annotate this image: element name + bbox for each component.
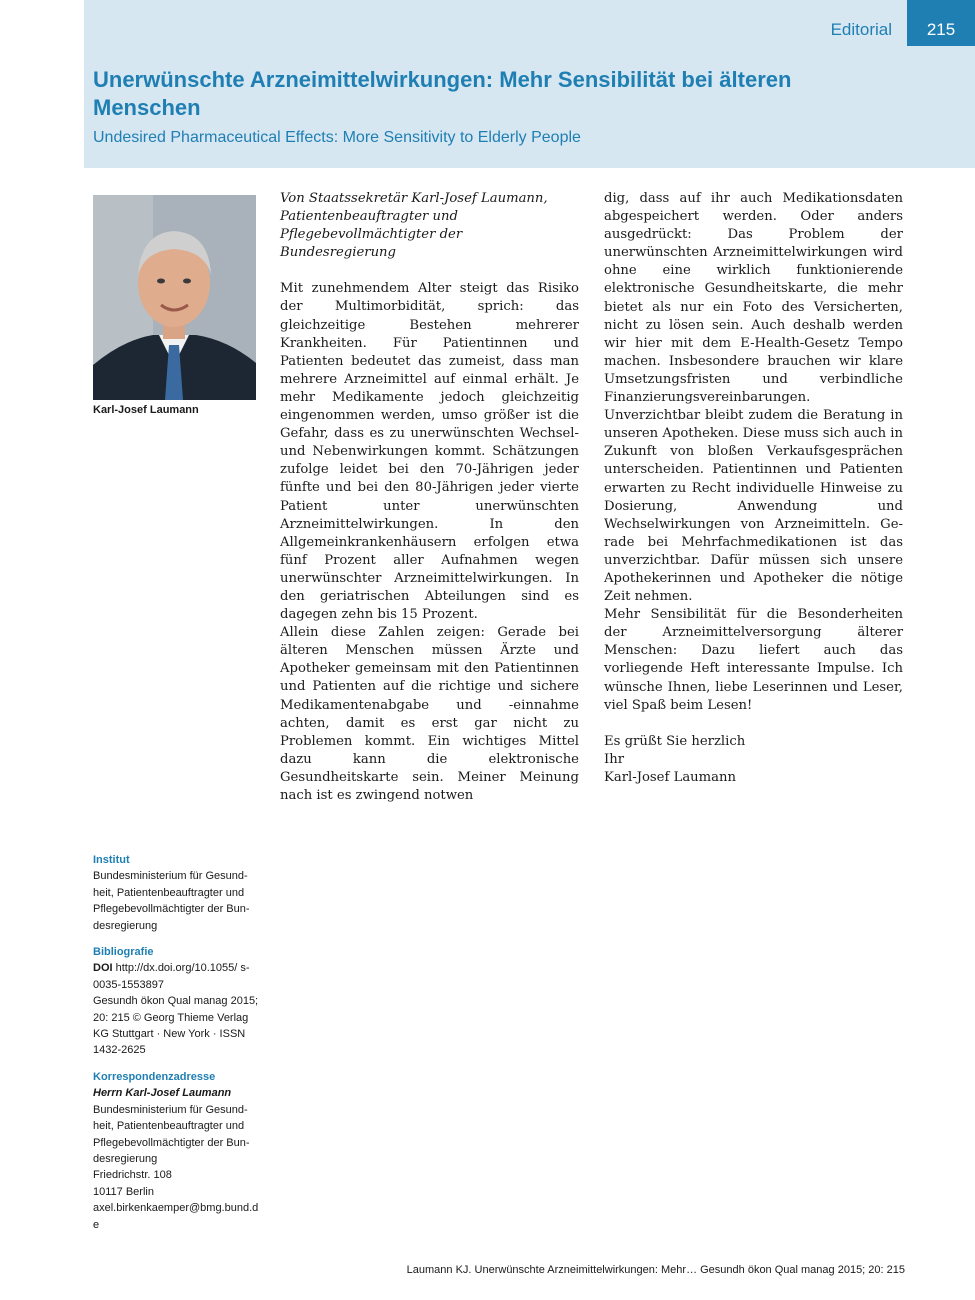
city-address: 10117 Berlin bbox=[93, 1185, 154, 1198]
article-subtitle: Undesired Pharmaceutical Effects: More Sensitivity to Elderly People bbox=[93, 129, 581, 146]
paragraph: Allein diese Zahlen zeigen: Gerade bei älteren Menschen müssen Ärzte und Apotheker gemeinsam mit den Patientinnen und Patienten auf die richtige und sichere Medikamentenabgabe und -einnahme achten, damit es erst gar nicht zu Problemen kommt. Ein wichtiges Mittel dazu kann die elektronische Gesundheitskarte sein. Meiner Meinung nach ist es zwingend notwen bbox=[280, 625, 579, 803]
paragraph: dig, dass auf ihr auch Medikationsdaten abgespeichert werden. Oder anders ausgedrückt: Das Problem der unerwünschten Arzneimittelwirkungen wird ohne eine wirklich funktionierende elektronische Gesundheitskarte, die mehr bietet als nur ein Foto des Versicherten, nicht zu lösen sein. Auch deshalb werden wir hier mit dem E-Health-Gesetz Tempo machen. Insbesondere brauchen wir klare Umsetzungsfristen und verbindliche Finanzierungsvereinbarungen. bbox=[604, 191, 903, 406]
article-column-1 bbox=[280, 190, 579, 805]
korrespondenz-org: Bundesministerium für Gesundheit, Patientenbeauftragter und Pflegebevollmächtigter der Bundesregierung bbox=[93, 1103, 250, 1165]
author-line: Von Staatssekretär Karl-Josef Laumann, Patientenbeauftragter und Pflegebevollmächtigter der Bundesregierung bbox=[280, 191, 548, 261]
paragraph: Unverzichtbar bleibt zudem die Beratung in unseren Apotheken. Diese muss sich auch in Zukunft von bloßen Verkaufsgesprächen unterscheiden. Patientinnen und Patienten erwarten zu Recht individuelle Hinweise zu Dosierung, Anwendung und Wechselwirkungen von Arzneimitteln. Gerade bei Mehrfachmedikationen ist das unverzichtbar. Dafür müssen sich unsere Apothekerinnen und Apotheker die nötige Zeit nehmen. bbox=[604, 408, 903, 605]
email-link[interactable]: axel.birkenkaemper@bmg.bund.de bbox=[93, 1202, 259, 1231]
section-label: Editorial bbox=[830, 20, 892, 39]
page-footer: Laumann KJ. Unerwünschte Arzneimittelwirkungen: Mehr… Gesundh ökon Qual manag 2015; 20: 215 bbox=[406, 1264, 905, 1276]
doi-label: DOI bbox=[93, 962, 113, 975]
citation-text: Gesundh ökon Qual manag 2015; 20: 215 © Georg Thieme Verlag KG Stuttgart · New York · ISSN 1432-2625 bbox=[93, 995, 259, 1057]
bibliografie-heading: Bibliografie bbox=[93, 946, 154, 959]
page-number: 215 bbox=[907, 0, 975, 46]
article-column-2 bbox=[604, 190, 903, 787]
doi-link[interactable]: http://dx.doi.org/10.1055/ s-0035-1553897 bbox=[93, 962, 250, 991]
closing-greeting: Es grüßt Sie herzlich bbox=[604, 733, 746, 749]
author-photo bbox=[93, 195, 256, 400]
korrespondenz-heading: Korrespondenzadresse bbox=[93, 1070, 216, 1083]
paragraph: Mit zunehmendem Alter steigt das Risiko der Multimorbidität, sprich: das gleichzeitige Bestehen mehrerer Krankheiten. Für Patientinnen und Patienten bedeutet das zumeist, dass man mehrere Arzneimittel auf einmal erhält. Je mehr Medikamente jedoch gleichzeitig eingenommen werden, umso größer ist die Gefahr, dass es zu unerwünschten Wechsel- und Nebenwirkungen kommt. Schätzungen zufolge leidet bei den 70-Jährigen jeder fünfte und bei den 80-Jährigen jeder vierte Patient unter unerwünschten Arzneimittelwirkungen. In den Allgemeinkrankenhäusern erfolgen etwa fünf Prozent aller Aufnahmen wegen unerwünschter Arzneimittelwirkungen. In den geriatrischen Abteilungen sind es dagegen zehn bis 15 Prozent. bbox=[280, 281, 579, 623]
street-address: Friedrichstr. 108 bbox=[93, 1169, 172, 1182]
institut-text: Bundesministerium für Gesundheit, Patientenbeauftragter und Pflegebevollmächtigter der Bundesregierung bbox=[93, 870, 250, 932]
paragraph: Mehr Sensibilität für die Besonderheiten der Arzneimittelversorgung älterer Menschen: Dazu liefert auch das vorliegende Heft interessante Impulse. Ich wünsche Ihnen, liebe Leserinnen und Leser, viel Spaß beim Lesen! bbox=[604, 607, 903, 713]
photo-caption: Karl-Josef Laumann bbox=[93, 404, 199, 416]
article-title: Unerwünschte Arzneimittelwirkungen: Mehr Sensibilität bei älteren Menschen bbox=[93, 67, 792, 120]
korrespondenz-name: Herrn Karl-Josef Laumann bbox=[93, 1087, 232, 1100]
closing-ihr: Ihr bbox=[604, 751, 625, 767]
info-sidebar bbox=[93, 852, 263, 1243]
institut-heading: Institut bbox=[93, 854, 130, 866]
closing-signature: Karl-Josef Laumann bbox=[604, 769, 737, 785]
